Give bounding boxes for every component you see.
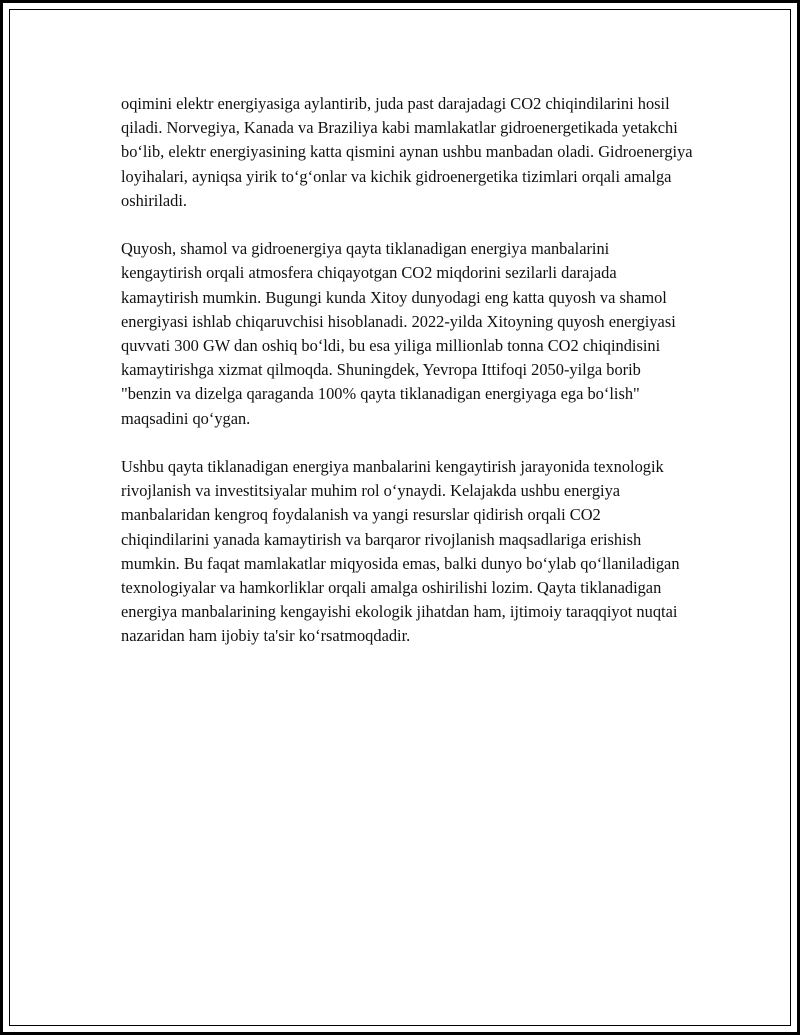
paragraph-renewables-china-eu: Quyosh, shamol va gidroenergiya qayta tiklanadigan energiya manbalarini kengaytirish orqali atmosfera chiqayotgan CO2 miqdorini sezilarli darajada kamaytirish mumkin. Bugungi kunda Xitoy dunyodagi eng katta quyosh va shamol energiyasi ishlab chiqaruvchisi hisoblanadi. 2022-yilda Xitoyning quyosh energiyasi quvvati 300 GW dan oshiq bo‘ldi, bu esa yiliga millionlab tonna CO2 chiqindisini kamaytirishga xizmat qilmoqda. Shuningdek, Yevropa Ittifoqi 2050-yilga borib "benzin va dizelga qaraganda 100% qayta tiklanadigan energiyaga ega bo‘lish" maqsadini qo‘ygan. — [121, 239, 676, 428]
document-body — [121, 92, 693, 673]
paragraph-hydropower: oqimini elektr energiyasiga aylantirib, juda past darajadagi CO2 chiqindilarini hosil qiladi. Norvegiya, Kanada va Braziliya kabi mamlakatlar gidroenergetikada yetakchi bo‘lib, elektr energiyasining katta qismini aynan ushbu manbadan oladi. Gidroenergiya loyihalari, ayniqsa yirik to‘g‘onlar va kichik gidroenergetika tizimlari orqali amalga oshiriladi. — [121, 94, 693, 210]
paragraph-technology-investment: Ushbu qayta tiklanadigan energiya manbalarini kengaytirish jarayonida texnologik rivojlanish va investitsiyalar muhim rol o‘ynaydi. Kelajakda ushbu energiya manbalaridan kengroq foydalanish va yangi resurslar qidirish orqali CO2 chiqindilarini yanada kamaytirish va barqaror rivojlanish maqsadlariga erishish mumkin. Bu faqat mamlakatlar miqyosida emas, balki dunyo bo‘ylab qo‘llaniladigan texnologiyalar va hamkorliklar orqali amalga oshirilishi lozim. Qayta tiklanadigan energiya manbalarining kengayishi ekologik jihatdan ham, ijtimoiy taraqqiyot nuqtai nazaridan ham ijobiy ta'sir ko‘rsatmoqdadir. — [121, 457, 680, 646]
